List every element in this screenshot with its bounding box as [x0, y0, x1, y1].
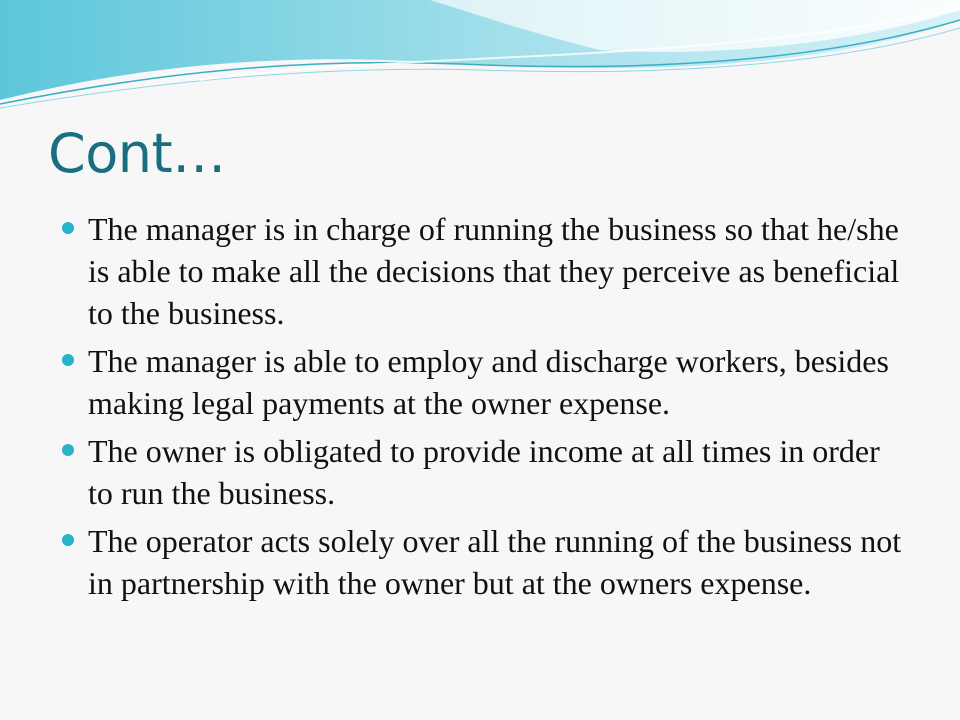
bullet-item	[62, 340, 902, 424]
bullet-text: The manager is able to employ and discharge workers, besides making legal payments at the owner expense.	[88, 343, 889, 421]
bullet-dot-icon	[62, 534, 74, 546]
bullet-text: The operator acts solely over all the running of the business not in partnership with the owner but at the owners expense.	[88, 523, 902, 601]
bullet-item	[62, 520, 902, 604]
bullet-item	[62, 208, 902, 334]
bullet-list	[62, 208, 902, 610]
bullet-item	[62, 430, 902, 514]
header-wave-decoration	[0, 0, 960, 120]
bullet-dot-icon	[62, 354, 74, 366]
bullet-dot-icon	[62, 222, 74, 234]
slide-title: Cont…	[48, 122, 226, 185]
bullet-text: The owner is obligated to provide income at all times in order to run the business.	[88, 433, 880, 511]
bullet-text: The manager is in charge of running the business so that he/she is able to make all the decisions that they perceive as beneficial to the business.	[88, 211, 900, 331]
bullet-dot-icon	[62, 444, 74, 456]
